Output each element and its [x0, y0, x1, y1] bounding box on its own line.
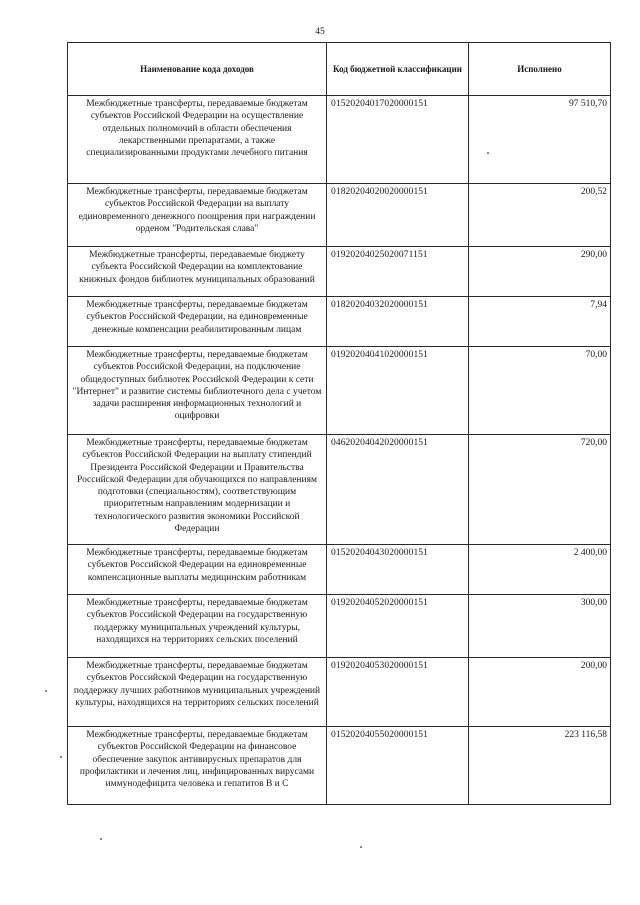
- table-row: [68, 347, 611, 435]
- table-row: [68, 96, 611, 184]
- header-code: Код бюджетной классификации: [327, 43, 469, 96]
- row-code: 01520204043020000151: [327, 545, 469, 595]
- table-row: [68, 545, 611, 595]
- row-amount: 200,00: [469, 658, 611, 727]
- table-row: [68, 658, 611, 727]
- row-amount: 2 400,00: [469, 545, 611, 595]
- scan-speck: [45, 690, 47, 692]
- row-code: 01920204041020000151: [327, 347, 469, 435]
- row-code: 01520204055020000151: [327, 727, 469, 805]
- table-row: [68, 297, 611, 347]
- table-row: [68, 184, 611, 247]
- scan-speck: [100, 838, 102, 840]
- row-name: Межбюджетные трансферты, передаваемые бюджету субъекта Российской Федерации на комплектование книжных фондов библиотек муниципальных образований: [68, 247, 327, 297]
- header-amount: Исполнено: [469, 43, 611, 96]
- row-name: Межбюджетные трансферты, передаваемые бюджетам субъектов Российской Федерации, на единовременные денежные компенсации реабилитированным лицам: [68, 297, 327, 347]
- revenue-table: [67, 42, 611, 805]
- row-name: Межбюджетные трансферты, передаваемые бюджетам субъектов Российской Федерации на осуществление отдельных полномочий в области обеспечения лекарственными препаратами, а также специализированными продуктами лечебного питания: [68, 96, 327, 184]
- row-code: 01820204032020000151: [327, 297, 469, 347]
- row-code: 01920204025020071151: [327, 247, 469, 297]
- table-header-row: [68, 43, 611, 96]
- row-amount: 720,00: [469, 435, 611, 545]
- page-number: 45: [315, 27, 325, 37]
- scan-speck: [487, 152, 489, 154]
- header-name: Наименование кода доходов: [68, 43, 327, 96]
- row-amount: 97 510,70: [469, 96, 611, 184]
- row-amount: 223 116,58: [469, 727, 611, 805]
- row-name: Межбюджетные трансферты, передаваемые бюджетам субъектов Российской Федерации на государственную поддержку лучших работников муниципальных учреждений культуры, находящихся на территориях сельских поселений: [68, 658, 327, 727]
- row-name: Межбюджетные трансферты, передаваемые бюджетам субъектов Российской Федерации на государственную поддержку муниципальных учреждений культуры, находящихся на территориях сельских поселений: [68, 595, 327, 658]
- row-code: 01520204017020000151: [327, 96, 469, 184]
- row-amount: 200,52: [469, 184, 611, 247]
- row-name: Межбюджетные трансферты, передаваемые бюджетам субъектов Российской Федерации на выплату единовременного денежного поощрения при награждении орденом "Родительская слава": [68, 184, 327, 247]
- table-row: [68, 435, 611, 545]
- row-name: Межбюджетные трансферты, передаваемые бюджетам субъектов Российской Федерации, на подключение общедоступных библиотек Российской Федерации к сети "Интернет" и развитие системы библиотечного дела с учетом задачи расширения информационных технологий и оцифровки: [68, 347, 327, 435]
- row-name: Межбюджетные трансферты, передаваемые бюджетам субъектов Российской Федерации на выплату стипендий Президента Российской Федерации и Правительства Российской Федерации для обучающихся по направлениям подготовки (специальностям), соответствующим приоритетным направлениям модернизации и технологического развития экономики Российской Федерации: [68, 435, 327, 545]
- table-row: [68, 595, 611, 658]
- row-name: Межбюджетные трансферты, передаваемые бюджетам субъектов Российской Федерации на единовременные компенсационные выплаты медицинским работникам: [68, 545, 327, 595]
- row-amount: 300,00: [469, 595, 611, 658]
- row-amount: 7,94: [469, 297, 611, 347]
- scan-speck: [60, 756, 62, 758]
- row-code: 01920204052020000151: [327, 595, 469, 658]
- row-amount: 70,00: [469, 347, 611, 435]
- row-code: 01820204020020000151: [327, 184, 469, 247]
- row-code: 01920204053020000151: [327, 658, 469, 727]
- row-name: Межбюджетные трансферты, передаваемые бюджетам субъектов Российской Федерации на финансовое обеспечение закупок антивирусных препаратов для профилактики и лечения лиц, инфицированных вирусами иммунодефицита человека и гепатитов В и С: [68, 727, 327, 805]
- row-amount: 290,00: [469, 247, 611, 297]
- table-row: [68, 247, 611, 297]
- scan-speck: [360, 846, 362, 848]
- table-row: [68, 727, 611, 805]
- row-code: 04620204042020000151: [327, 435, 469, 545]
